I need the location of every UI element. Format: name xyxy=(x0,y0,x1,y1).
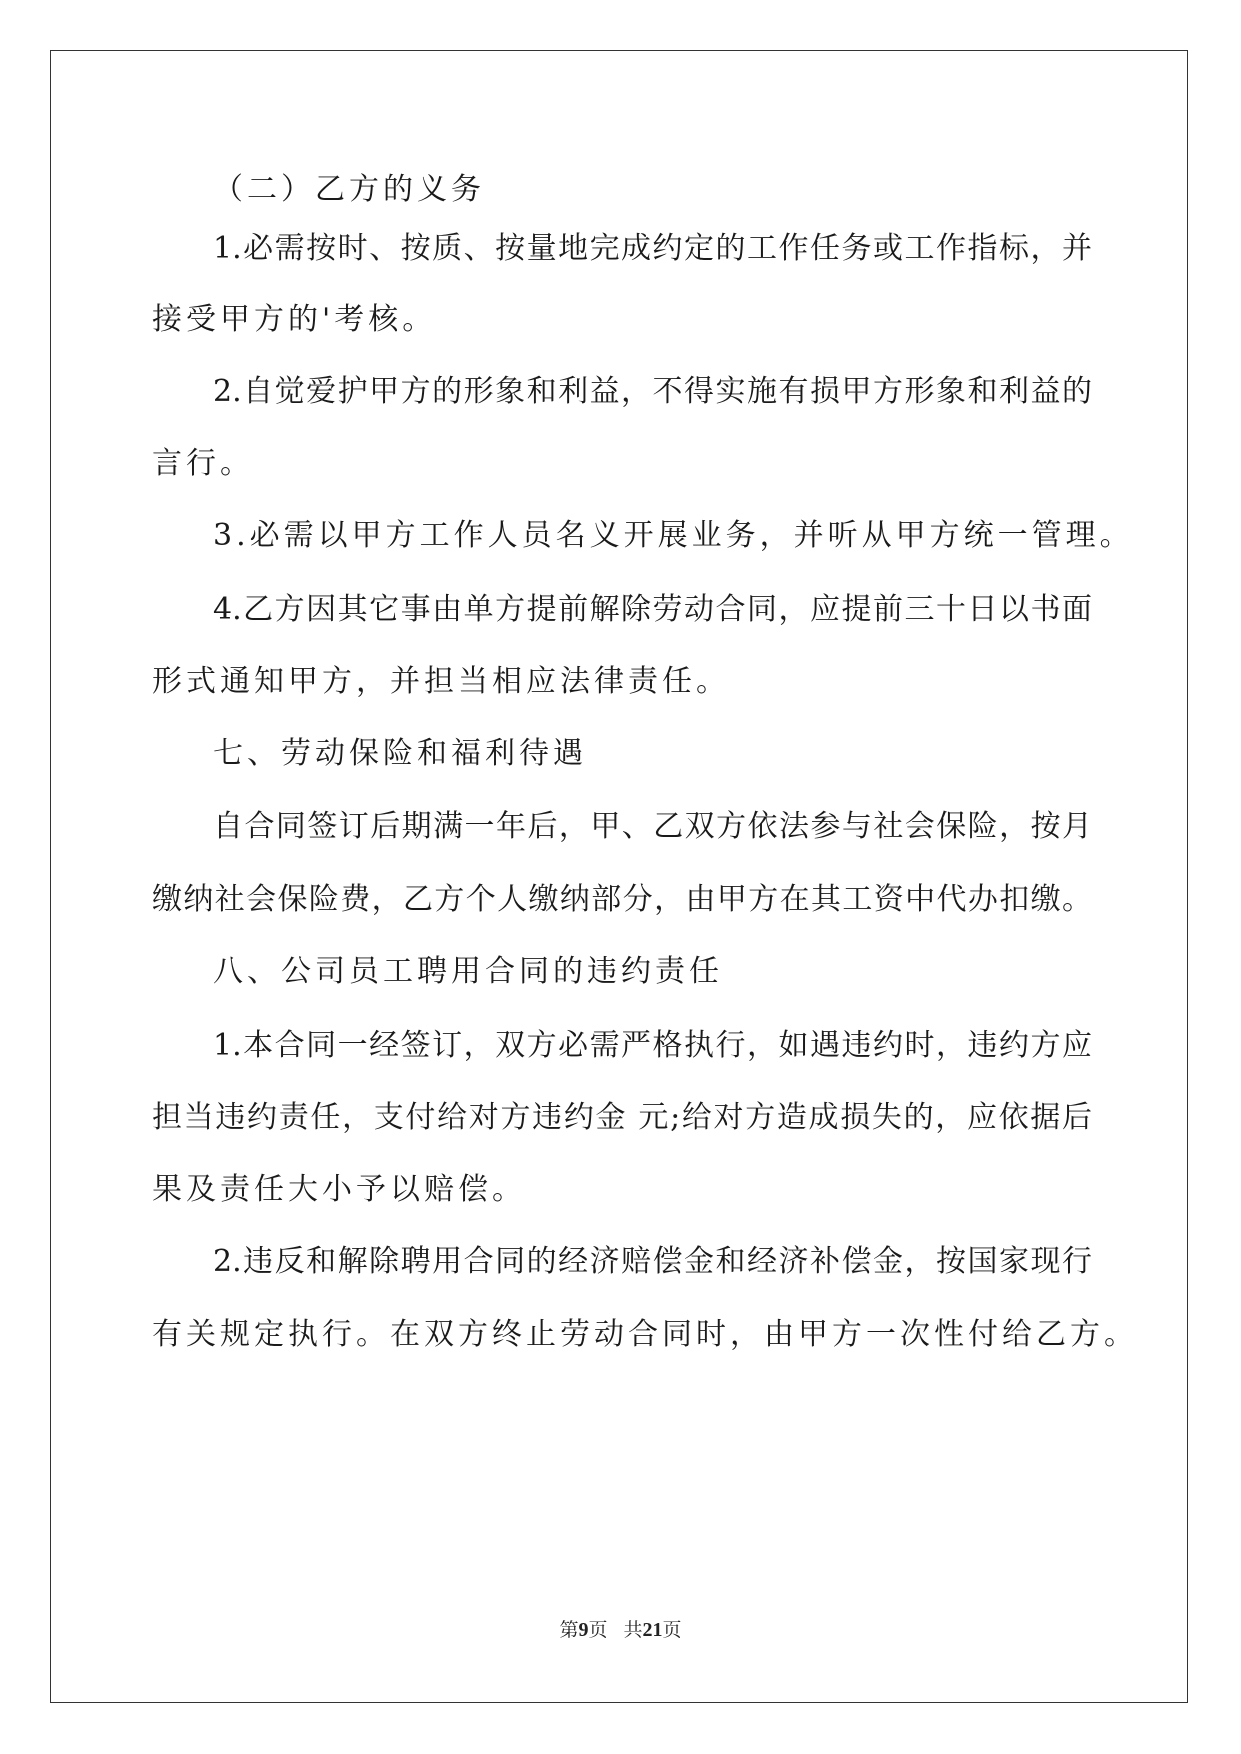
footer-total-unit: 页 xyxy=(662,1619,682,1641)
paragraph-line: 缴纳社会保险费，乙方个人缴纳部分，由甲方在其工资中代办扣缴。 xyxy=(152,882,1092,917)
paragraph-line: 3.必需以甲方工作人员名义开展业务，并听从甲方统一管理。 xyxy=(213,518,1134,553)
section-heading-party-b-obligations: （二）乙方的义务 xyxy=(213,172,485,207)
page-border xyxy=(50,50,1188,1703)
paragraph-line: 2.自觉爱护甲方的形象和利益，不得实施有损甲方形象和利益的 xyxy=(213,374,1092,409)
paragraph-line: 4.乙方因其它事由单方提前解除劳动合同，应提前三十日以书面 xyxy=(213,592,1092,627)
total-page-count: 21 xyxy=(642,1619,663,1641)
paragraph-line: 形式通知甲方，并担当相应法律责任。 xyxy=(152,664,730,699)
section-heading-breach-liability: 八、公司员工聘用合同的违约责任 xyxy=(213,954,723,989)
footer-prefix: 第 xyxy=(559,1619,579,1641)
paragraph-line: 1.必需按时、按质、按量地完成约定的工作任务或工作指标，并 xyxy=(213,231,1092,266)
paragraph-line: 有关规定执行。在双方终止劳动合同时，由甲方一次性付给乙方。 xyxy=(152,1317,1138,1352)
paragraph-line: 2.违反和解除聘用合同的经济赔偿金和经济补偿金，按国家现行 xyxy=(213,1244,1092,1279)
paragraph-line: 1.本合同一经签订，双方必需严格执行，如遇违约时，违约方应 xyxy=(213,1028,1092,1063)
current-page-number: 9 xyxy=(578,1619,589,1641)
paragraph-line: 自合同签订后期满一年后，甲、乙双方依法参与社会保险，按月 xyxy=(213,809,1092,844)
paragraph-line: 言行。 xyxy=(152,446,254,481)
page-footer xyxy=(0,1618,1241,1642)
footer-page-unit: 页 xyxy=(588,1619,608,1641)
footer-total-prefix: 共 xyxy=(623,1619,643,1641)
paragraph-line: 接受甲方的'考核。 xyxy=(152,302,437,337)
paragraph-line: 果及责任大小予以赔偿。 xyxy=(152,1172,526,1207)
paragraph-line: 担当违约责任，支付给对方违约金 元;给对方造成损失的，应依据后 xyxy=(152,1100,1092,1135)
section-heading-insurance-benefits: 七、劳动保险和福利待遇 xyxy=(213,736,587,771)
